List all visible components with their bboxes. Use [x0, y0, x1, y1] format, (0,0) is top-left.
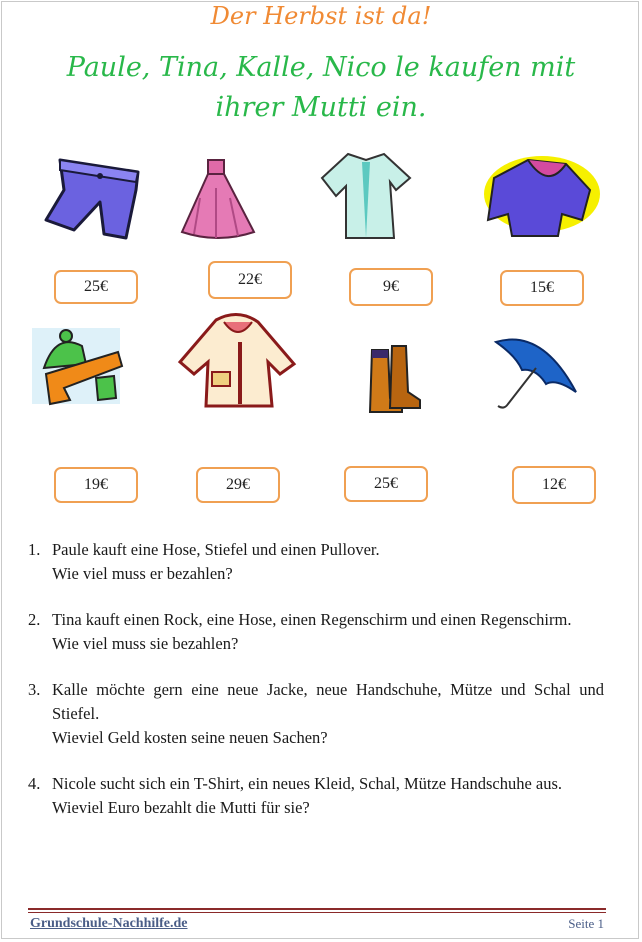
footer-divider-thin: [28, 912, 606, 913]
task-list: [28, 538, 604, 842]
jacket-icon: [176, 312, 300, 412]
boots-icon: [362, 344, 426, 414]
price-tag-sweater: 15€: [500, 270, 584, 306]
price-tag-boots: 25€: [344, 466, 428, 502]
task-question: Wie viel muss sie bezahlen?: [52, 634, 239, 653]
task-question: Wie viel muss er bezahlen?: [52, 564, 233, 583]
footer-site-link[interactable]: Grundschule-Nachhilfe.de: [30, 916, 188, 931]
skirt-icon: [178, 158, 258, 244]
task-text: Paule kauft eine Hose, Stiefel und einen Pullover.: [52, 540, 380, 559]
task-item: [28, 608, 604, 656]
hat-scarf-gloves-icon: [26, 318, 126, 410]
subtitle-line-2: ihrer Mutti ein.: [215, 92, 427, 123]
task-number: 1.: [28, 540, 41, 559]
task-item: [28, 678, 604, 750]
task-question: Wieviel Euro bezahlt die Mutti für sie?: [52, 798, 310, 817]
footer-divider: [28, 908, 606, 910]
price-tag-umbrella: 12€: [512, 466, 596, 504]
price-tag-jacket: 29€: [196, 467, 280, 503]
price-tag-skirt: 22€: [208, 261, 292, 299]
trousers-icon: [38, 150, 148, 245]
price-tag-hat-scarf-gloves: 19€: [54, 467, 138, 503]
price-tag-tshirt: 9€: [349, 268, 433, 306]
task-text: Kalle möchte gern eine neue Jacke, neue Handschuhe, Mütze und Schal und Stiefel.: [52, 680, 604, 723]
task-text: Tina kauft einen Rock, eine Hose, einen Regenschirm und einen Regenschirm.: [52, 610, 572, 629]
task-number: 4.: [28, 774, 41, 793]
task-item: [28, 772, 604, 820]
task-number: 2.: [28, 610, 41, 629]
tshirt-icon: [318, 148, 414, 244]
subtitle-line-1: Paule, Tina, Kalle, Nico le kaufen mit: [66, 52, 576, 83]
sweater-icon: [478, 150, 600, 242]
task-text: Nicole sucht sich ein T-Shirt, ein neues Kleid, Schal, Mütze Handschuhe aus.: [52, 774, 563, 793]
task-question: Wieviel Geld kosten seine neuen Sachen?: [52, 728, 328, 747]
page-number: Seite 1: [568, 916, 604, 931]
price-tag-trousers: 25€: [54, 270, 138, 304]
page-title: Der Herbst ist da!: [210, 2, 432, 30]
task-number: 3.: [28, 680, 41, 699]
task-item: [28, 538, 604, 586]
umbrella-icon: [486, 328, 580, 418]
